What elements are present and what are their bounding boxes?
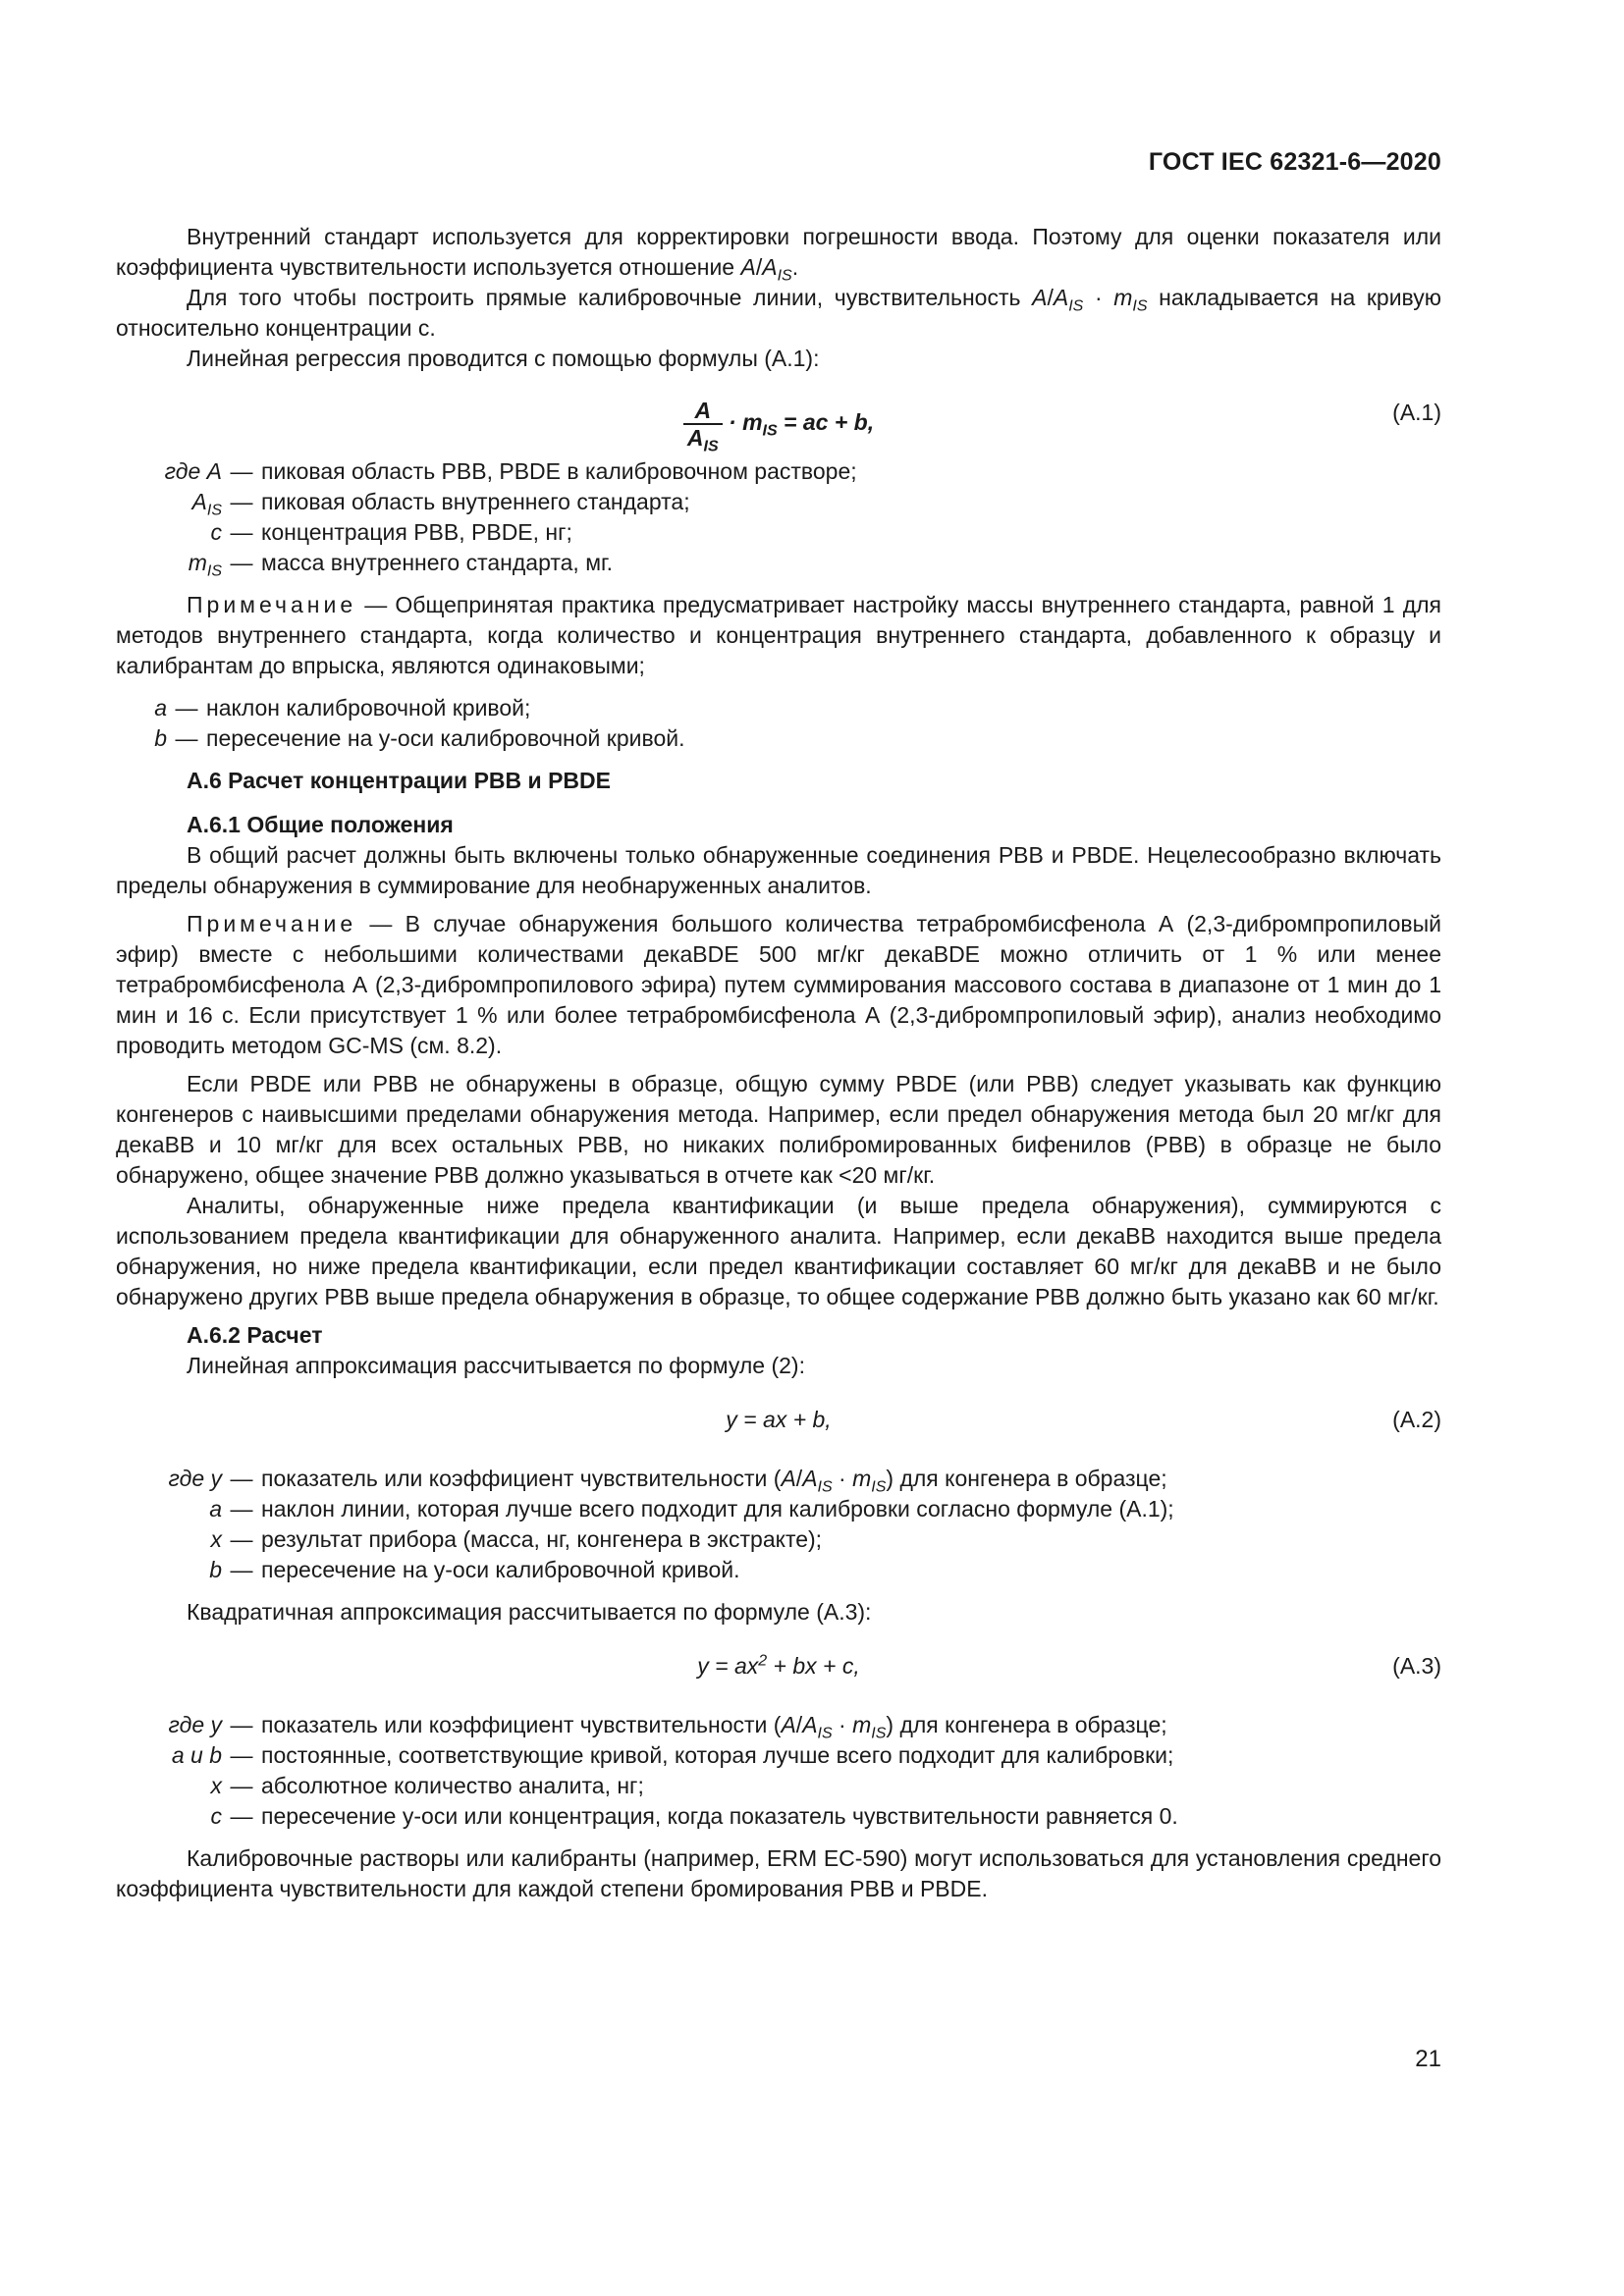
where-item: b — пересечение на у-оси калибровочной кривой. <box>209 1557 740 1582</box>
intro-paragraph-3: Линейная регрессия проводится с помощью формулы (А.1): <box>187 346 820 371</box>
where-item: a и b — постоянные, соответствующие кривой, которая лучше всего подходит для калибровки; <box>171 1742 1174 1768</box>
paragraph-quantification: Аналиты, обнаруженные ниже предела квантификации (и выше предела обнаружения), суммируются с использованием предела квантификации для обнаруженного аналита. Например, если декаBB находится выше предела обнаружения, но ниже предела квантификации, если предел квантификации составляет 60 мг/кг для декаBB и не было обнаружено других РВВ выше предела обнаружения в образце, то общее содержание РВВ должно быть указано как 60 мг/кг. <box>116 1193 1441 1309</box>
where-item: $A_{IS}$ — пиковая область внутреннего стандарта; <box>191 489 690 519</box>
section-a61-title: А.6.1 Общие положения <box>187 812 454 837</box>
document-header: ГОСТ IEC 62321-6—2020 <box>1148 148 1441 176</box>
where-list-2 <box>116 1464 1174 1585</box>
intro-paragraph-1: Внутренний стандарт используется для корректировки погрешности ввода. Поэтому для оценки показателя или коэффициента чувствительности используется отношение $A/A_{IS}$. <box>116 224 1441 285</box>
paragraph-pbde: Если PBDE или РВВ не обнаружены в образце, общую сумму PBDE (или РВВ) следует указывать как функцию конгенеров с наивысшими пределами обнаружения метода. Например, если предел обнаружения метода был 20 мг/кг для декаBB и 10 мг/кг для всех остальных РВВ, но никаких полибромированных бифенилов (РВВ) в образце не было обнаружено, общее значение РВВ должно указываться в отчете как <20 мг/кг. <box>116 1071 1441 1188</box>
note-2: Примечание — В случае обнаружения большого количества тетрабромбисфенола А (2,3-дибромпропиловый эфир) вместе с небольшими количествами декаBDE 500 мг/кг декаBDE можно отличить от 1 % или менее тетрабромбисфенола А (2,3-дибромпропилового эфира) путем суммирования массового состава в диапазоне от 1 мин до 1 мин и 16 с. Если присутствует 1 % или более тетрабромбисфенола А (2,3-дибромпропиловый эфир), анализ необходимо проводить методом GC-MS (см. 8.2). <box>116 911 1442 1058</box>
where-item: a — наклон линии, которая лучше всего подходит для калибровки согласно формуле (А.1); <box>209 1496 1174 1522</box>
formula-a2-number: (А.2) <box>1392 1407 1441 1432</box>
where-item: x — результат прибора (масса, нг, конгенера в экстракте); <box>210 1526 823 1552</box>
where-list-3 <box>116 1710 1178 1832</box>
where-item: x — абсолютное количество аналита, нг; <box>210 1773 644 1798</box>
paragraph-final: Калибровочные растворы или калибранты (например, ERM EC-590) могут использоваться для установления среднего коэффициента чувствительности для каждой степени бромирования РВВ и PBDE. <box>116 1845 1441 1901</box>
where-item: где y — показатель или коэффициент чувствительности $(A/A_{IS} \cdot m_{IS})$ для конгенера в образце; <box>168 1712 1167 1742</box>
formula-a1-number: (А.1) <box>1392 400 1441 425</box>
section-a62-paragraph: Линейная аппроксимация рассчитывается по формуле (2): <box>187 1353 805 1378</box>
section-a62-title: А.6.2 Расчет <box>187 1322 323 1348</box>
where-item: $m_{IS}$ — масса внутреннего стандарта, мг. <box>188 550 613 580</box>
formula-a3-number: (А.3) <box>1392 1653 1441 1679</box>
intro-paragraph-2: Для того чтобы построить прямые калибровочные линии, чувствительность $A/A_{IS} \cdot m_{IS}$ накладывается на кривую относительно концентрации с. <box>116 285 1442 341</box>
where-item: где A — пиковая область РВВ, PBDE в калибровочном растворе; <box>164 458 857 484</box>
where-item: где y — показатель или коэффициент чувствительности $(A/A_{IS} \cdot m_{IS})$ для конгенера в образце; <box>168 1466 1167 1496</box>
section-a61-paragraph: В общий расчет должны быть включены только обнаруженные соединения РВВ и PBDE. Нецелесообразно включать пределы обнаружения в суммирование для необнаруженных аналитов. <box>116 842 1441 898</box>
where-item: b — пересечение на у-оси калибровочной кривой. <box>154 725 685 751</box>
section-a6-title: А.6 Расчет концентрации РВВ и PBDE <box>187 768 611 793</box>
formula-a1-fraction: $\frac{A}{A_{IS}}$ <box>683 398 723 451</box>
formula-a3: $y = ax^2$ + bx + c, (А.3) <box>116 1637 1441 1698</box>
where-item: c — концентрация РВВ, PBDE, нг; <box>210 519 572 545</box>
where-list-1 <box>116 456 857 578</box>
where-list-1b <box>116 693 684 754</box>
formula-a2: y = ax + b, (А.2) <box>116 1391 1441 1452</box>
where-item: c — пересечение у-оси или концентрация, когда показатель чувствительности равняется 0. <box>210 1803 1178 1829</box>
page-number: 21 <box>1415 2046 1441 2072</box>
paragraph-quadratic: Квадратичная аппроксимация рассчитывается по формуле (А.3): <box>187 1599 872 1625</box>
formula-a1: $\frac{A}{A_{IS}}$ · $m_{IS}$ = ac + b, (А.1) <box>116 384 1441 445</box>
document-body <box>116 222 1441 1904</box>
note-1: Примечание — Общепринятая практика предусматривает настройку массы внутреннего стандарта, равной 1 для методов внутреннего стандарта, когда количество и концентрация внутреннего стандарта, добавленного к образцу и калибрантам до впрыска, являются одинаковыми; <box>116 592 1442 678</box>
where-item: a — наклон калибровочной кривой; <box>154 695 531 721</box>
